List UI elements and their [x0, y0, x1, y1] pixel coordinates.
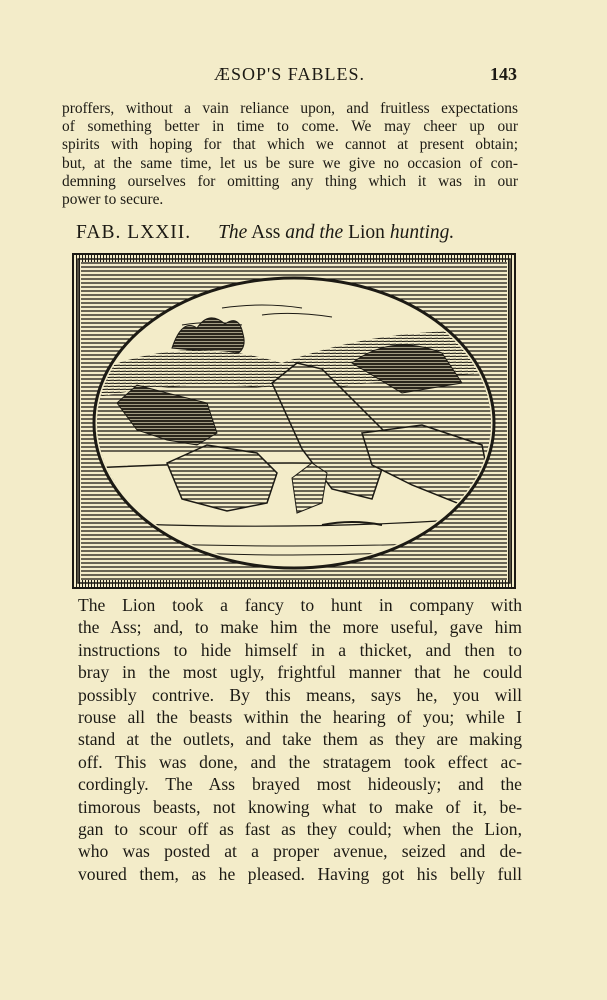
fable-title-word: hunting.	[389, 222, 455, 243]
fable-number: FAB. LXXII.	[76, 222, 192, 243]
fable-heading	[76, 222, 516, 246]
fable-title-word: and the	[285, 222, 344, 243]
text-line: power to secure.	[62, 191, 164, 209]
running-head	[62, 62, 517, 88]
fable-title-word: Lion	[348, 222, 385, 243]
intro-paragraph	[62, 100, 518, 209]
text-line: the Ass; and, to make him the more useful, gave him	[78, 617, 522, 638]
text-line: stand at the outlets, and take them as they are making	[78, 729, 522, 750]
text-line: spirits with hoping for that which we cannot at present obtain;	[62, 136, 518, 154]
text-line: instructions to hide himself in a thicket, and then to	[78, 639, 522, 660]
text-line: proffers, without a vain reliance upon, and fruitless expectations	[62, 100, 518, 117]
text-line: voured them, as he pleased. Having got his belly full	[78, 863, 522, 884]
fable-title-word: Ass	[251, 222, 281, 243]
text-line: cordingly. The Ass brayed most hideously; and the	[78, 774, 522, 795]
woodcut-illustration	[72, 253, 516, 589]
text-line: rouse all the beasts within the hearing of you; while I	[78, 707, 522, 728]
fable-title-word: The	[218, 222, 248, 243]
text-line: but, at the same time, let us be sure we give no occasion of con-	[62, 154, 518, 172]
text-line: demning ourselves for omitting any thing which it was in our	[62, 172, 518, 190]
page-number: 143	[490, 64, 517, 84]
text-line: bray in the most ugly, frightful manner that he could	[78, 662, 522, 683]
fable-body	[78, 594, 522, 885]
text-line: who was posted at a proper avenue, seized and de-	[78, 841, 522, 862]
woodcut-image	[72, 253, 516, 589]
text-line: off. This was done, and the stratagem took effect ac-	[78, 751, 522, 772]
running-title: ÆSOP'S FABLES.	[214, 64, 365, 84]
text-line: timorous beasts, not knowing what to make of it, be-	[78, 796, 522, 817]
text-line: gan to scour off as fast as they could; when the Lion,	[78, 819, 522, 840]
text-line: The Lion took a fancy to hunt in company with	[78, 595, 522, 615]
text-line: of something better in time to come. We may cheer up our	[62, 118, 518, 136]
text-line: possibly contrive. By this means, says he, you will	[78, 684, 522, 705]
